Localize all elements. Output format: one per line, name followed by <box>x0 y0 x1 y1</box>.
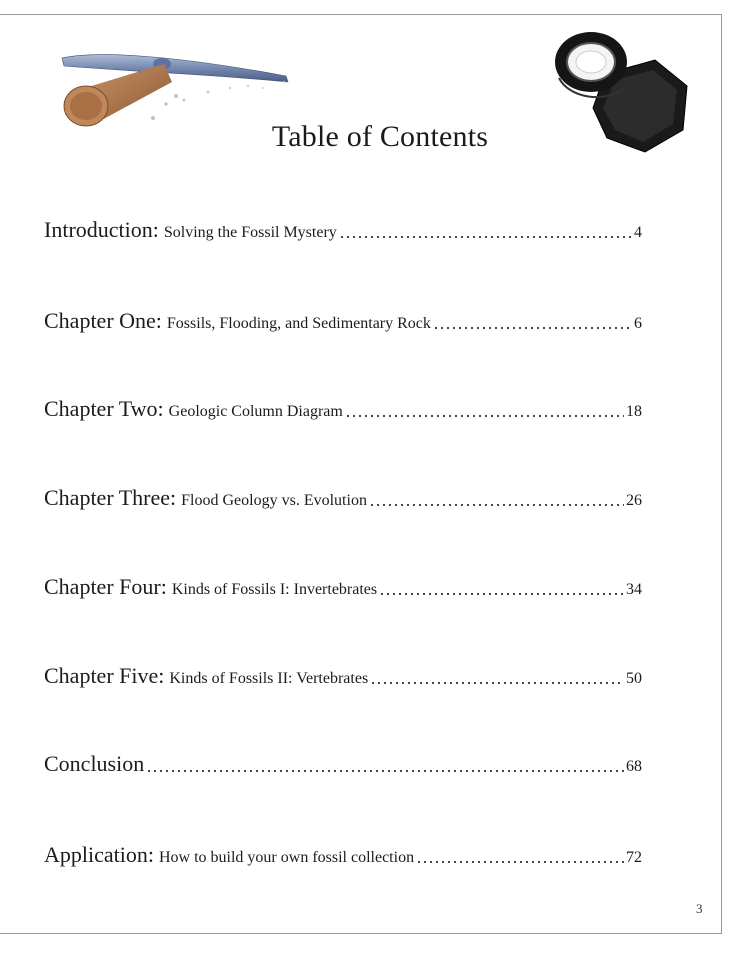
toc-entry-chapter-one[interactable] <box>44 308 642 334</box>
entry-page-number: 6 <box>634 315 642 332</box>
magnifying-loupe-icon <box>545 26 695 158</box>
entry-subtitle: How to build your own fossil collection <box>158 849 415 866</box>
entry-label: Application: <box>44 842 154 867</box>
entry-page-number: 4 <box>634 224 642 241</box>
entry-page-number: 34 <box>626 581 642 598</box>
entry-label: Chapter Three: <box>44 485 177 510</box>
toc-entry-chapter-three[interactable] <box>44 485 642 511</box>
dot-leader <box>345 414 624 418</box>
entry-label: Chapter One: <box>44 308 162 333</box>
entry-subtitle: Geologic Column Diagram <box>168 403 343 420</box>
toc-entry-introduction[interactable] <box>44 217 642 243</box>
entry-label: Introduction: <box>44 217 159 242</box>
dot-leader <box>369 503 624 507</box>
entry-subtitle: Fossils, Flooding, and Sedimentary Rock <box>166 315 431 332</box>
toc-entry-chapter-four[interactable] <box>44 574 642 600</box>
page-title: Table of Contents <box>271 120 489 153</box>
page-number: 3 <box>696 901 703 916</box>
entry-page-number: 68 <box>626 758 642 775</box>
entry-page-number: 18 <box>626 403 642 420</box>
entry-subtitle: Kinds of Fossils I: Invertebrates <box>171 581 378 598</box>
entry-subtitle: Flood Geology vs. Evolution <box>181 492 367 509</box>
dot-leader <box>339 235 632 239</box>
entry-page-number: 50 <box>626 670 642 687</box>
dot-leader <box>433 326 632 330</box>
toc-entry-conclusion[interactable] <box>44 751 642 777</box>
entry-page-number: 72 <box>626 849 642 866</box>
entry-page-number: 26 <box>626 492 642 509</box>
entry-label: Chapter Two: <box>44 396 164 421</box>
toc-entry-application[interactable] <box>44 842 642 868</box>
entry-label: Conclusion <box>44 751 145 776</box>
entry-subtitle: Solving the Fossil Mystery <box>163 224 337 241</box>
entry-label: Chapter Five: <box>44 663 165 688</box>
toc-entry-chapter-two[interactable] <box>44 396 642 422</box>
dot-leader <box>416 860 624 864</box>
entry-subtitle: Kinds of Fossils II: Vertebrates <box>169 670 369 687</box>
dot-leader <box>146 769 624 773</box>
dot-leader <box>370 681 624 685</box>
toc-entry-chapter-five[interactable] <box>44 663 642 689</box>
entry-label: Chapter Four: <box>44 574 167 599</box>
dot-leader <box>379 592 624 596</box>
